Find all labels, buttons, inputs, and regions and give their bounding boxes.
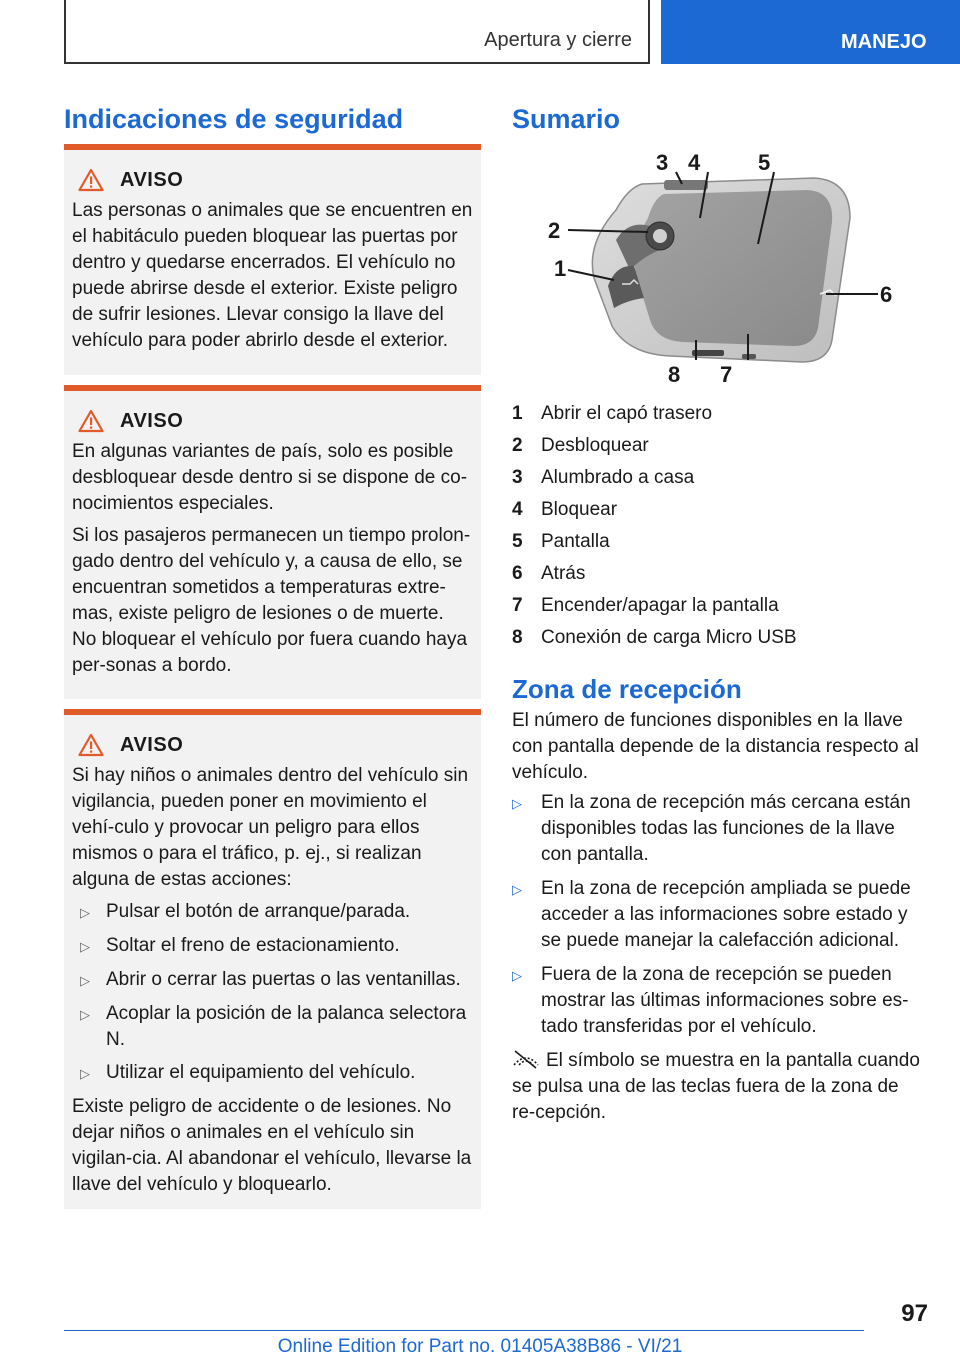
warning-text: En algunas variantes de país, solo es posible desbloquear desde dentro si se dispone de co-nocimientos especiales.	[72, 441, 468, 514]
page-number: 97	[901, 1300, 928, 1327]
reception-zone-intro: El número de funciones disponibles en la llave con pantalla depende de la distancia respecto al vehículo.	[512, 710, 919, 783]
list-item	[72, 933, 473, 960]
header-chapter-tab[interactable]	[661, 0, 960, 64]
header-section-box	[64, 0, 650, 64]
legend-item	[512, 526, 922, 558]
list-item-text: Soltar el freno de estacionamiento.	[106, 935, 400, 956]
list-item-text: Acoplar la posición de la palanca selectora N.	[106, 1003, 467, 1050]
legend-number: 4	[512, 499, 523, 520]
warning-triangle-icon	[78, 733, 104, 757]
left-column	[64, 100, 481, 138]
warning-title: AVISO	[120, 409, 184, 432]
warning-box-2	[64, 385, 481, 699]
footer-edition: Online Edition for Part no. 01405A38B86 - VI/21	[277, 1336, 683, 1357]
callout-4: 4	[688, 150, 701, 175]
legend-text: Alumbrado a casa	[541, 467, 695, 488]
warning-box-3	[64, 709, 481, 1209]
list-item-text: Abrir o cerrar las puertas o las ventanillas.	[106, 969, 461, 990]
callout-2: 2	[548, 218, 561, 243]
legend-text: Bloquear	[541, 499, 618, 520]
legend-text: Desbloquear	[541, 435, 649, 456]
legend-item	[512, 590, 922, 622]
legend-item	[512, 494, 922, 526]
legend-number: 1	[512, 403, 523, 424]
callout-6: 6	[880, 282, 892, 307]
triangle-bullet-icon: ▷	[80, 1066, 90, 1081]
legend-number: 7	[512, 595, 523, 616]
legend-number: 5	[512, 531, 523, 552]
section-title-safety: Indicaciones de seguridad	[64, 104, 404, 134]
warning-text: Si los pasajeros permanecen un tiempo prolon-gado dentro del vehículo y, a causa de ello, se encuentran sometidos a temperaturas extre-mas, existe peligro de lesiones o de muerte. No bloquear el vehículo por fuera cuando haya per-sonas a bordo.	[72, 525, 471, 676]
list-item	[72, 967, 473, 994]
warning-text: Las personas o animales que se encuentren en el habitáculo pueden bloquear las puertas por dentro y quedarse encerrados. El vehículo no puede abrirse desde el exterior. Existe peligro de sufrir lesiones. Llevar consigo la llave del vehículo para poder abrirlo desde el exterior.	[72, 200, 473, 351]
footer-divider	[64, 1330, 864, 1331]
triangle-bullet-icon: ▷	[80, 973, 90, 988]
right-column	[512, 100, 922, 1126]
triangle-bullet-icon: ▷	[512, 882, 522, 897]
header-chapter-label: MANEJO	[841, 31, 927, 53]
reception-zone-note-text: El símbolo se muestra en la pantalla cuando se pulsa una de las teclas fuera de la zona de re-cepción.	[512, 1050, 920, 1123]
display-key-illustration	[532, 148, 892, 388]
triangle-bullet-icon: ▷	[512, 968, 522, 983]
list-item	[72, 1060, 473, 1087]
triangle-bullet-icon: ▷	[80, 939, 90, 954]
callout-8: 8	[668, 362, 681, 387]
header-section-title: Apertura y cierre	[484, 29, 632, 51]
legend-text: Conexión de carga Micro USB	[541, 627, 797, 648]
callout-1: 1	[554, 256, 567, 281]
warning-title: AVISO	[120, 168, 184, 191]
list-item-text: Fuera de la zona de recepción se pueden mostrar las últimas informaciones sobre es-tado transferidas por el vehículo.	[541, 964, 909, 1037]
list-item-text: En la zona de recepción ampliada se puede acceder a las informaciones sobre estado y se puede manejar la calefacción adicional.	[541, 878, 911, 951]
reception-zone-list	[512, 790, 922, 1040]
legend-item	[512, 558, 922, 590]
warning-box-1	[64, 144, 481, 375]
legend-text: Encender/apagar la pantalla	[541, 595, 779, 616]
legend-item	[512, 430, 922, 462]
figure-legend	[512, 398, 922, 654]
callout-5: 5	[758, 150, 771, 175]
legend-number: 8	[512, 627, 523, 648]
legend-number: 3	[512, 467, 523, 488]
section-title-summary: Sumario	[512, 104, 621, 134]
triangle-bullet-icon: ▷	[512, 796, 522, 811]
list-item	[512, 962, 922, 1040]
warning-text: Si hay niños o animales dentro del vehículo sin vigilancia, pueden poner en movimiento el vehí-culo y provocar un peligro para ellos mismos o para el tráfico, p. ej., si realizan alguna de estas acciones:	[72, 765, 469, 890]
legend-text: Atrás	[541, 563, 586, 584]
warning-triangle-icon	[78, 409, 104, 433]
display-key-image	[532, 148, 892, 388]
legend-number: 2	[512, 435, 523, 456]
warning-text: Existe peligro de accidente o de lesiones. No dejar niños o animales en el vehículo sin vigilan-cia. Al abandonar el vehículo, llevarse la llave del vehículo y bloquearlo.	[72, 1096, 472, 1195]
legend-item	[512, 398, 922, 430]
list-item-text: Pulsar el botón de arranque/parada.	[106, 901, 411, 922]
legend-item	[512, 622, 922, 654]
triangle-bullet-icon: ▷	[80, 905, 90, 920]
callout-3: 3	[656, 150, 669, 175]
triangle-bullet-icon: ▷	[80, 1007, 90, 1022]
no-signal-icon	[512, 1049, 540, 1069]
list-item	[72, 899, 473, 926]
list-item	[512, 790, 922, 868]
reception-zone-note	[512, 1048, 922, 1126]
legend-item	[512, 462, 922, 494]
warning-triangle-icon	[78, 168, 104, 192]
warning-title: AVISO	[120, 733, 184, 756]
section-title-reception-zone: Zona de recepción	[512, 674, 742, 704]
legend-number: 6	[512, 563, 523, 584]
list-item-text: Utilizar el equipamiento del vehículo.	[106, 1062, 416, 1083]
list-item	[72, 1001, 473, 1053]
callout-7: 7	[720, 362, 733, 387]
legend-text: Abrir el capó trasero	[541, 403, 713, 424]
list-item	[512, 876, 922, 954]
warning-action-list	[72, 899, 473, 1087]
list-item-text: En la zona de recepción más cercana están disponibles todas las funciones de la llave con pantalla.	[541, 792, 911, 865]
legend-text: Pantalla	[541, 531, 610, 552]
